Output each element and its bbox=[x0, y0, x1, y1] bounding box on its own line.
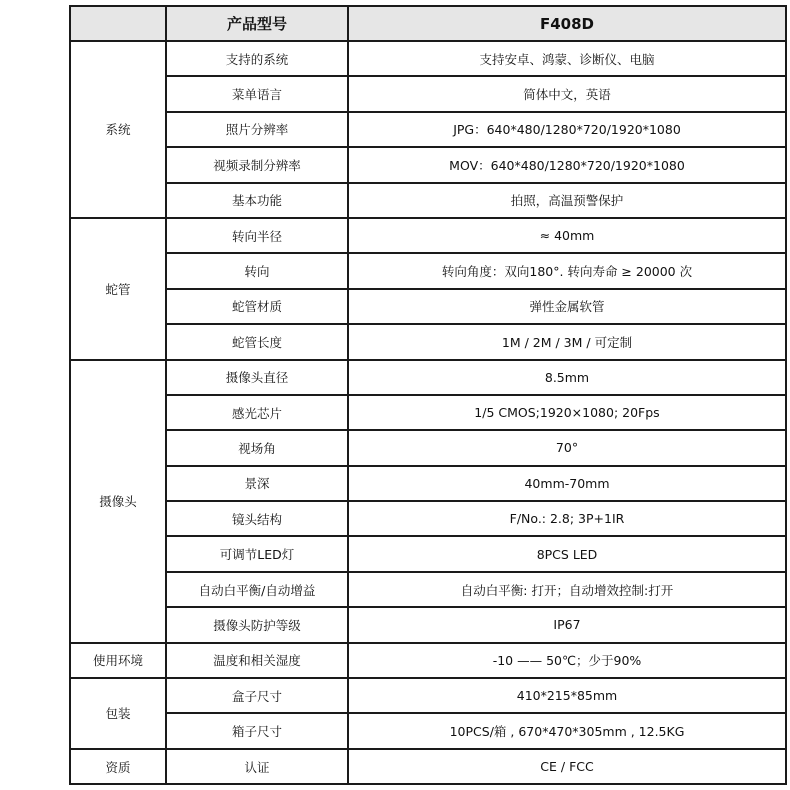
header-row bbox=[70, 6, 786, 41]
spec-value: 转向角度：双向180°. 转向寿命 ≥ 20000 次 bbox=[348, 253, 786, 288]
spec-label: 自动白平衡/自动增益 bbox=[166, 572, 348, 607]
spec-label: 照片分辨率 bbox=[166, 112, 348, 147]
spec-label: 蛇管长度 bbox=[166, 324, 348, 359]
spec-label: 视频录制分辨率 bbox=[166, 147, 348, 182]
table-row bbox=[70, 572, 786, 607]
spec-body bbox=[70, 41, 786, 784]
category-cell: 使用环境 bbox=[70, 643, 166, 678]
table-row bbox=[70, 607, 786, 642]
category-cell: 蛇管 bbox=[70, 218, 166, 360]
spec-value: 1/5 CMOS;1920×1080; 20Fps bbox=[348, 395, 786, 430]
spec-value: IP67 bbox=[348, 607, 786, 642]
header-label: 产品型号 bbox=[166, 6, 348, 41]
spec-label: 认证 bbox=[166, 749, 348, 784]
spec-label: 转向半径 bbox=[166, 218, 348, 253]
spec-label: 摄像头防护等级 bbox=[166, 607, 348, 642]
spec-value: MOV：640*480/1280*720/1920*1080 bbox=[348, 147, 786, 182]
spec-value: -10 —— 50℃；少于90% bbox=[348, 643, 786, 678]
header-model: F408D bbox=[348, 6, 786, 41]
spec-value: 弹性金属软管 bbox=[348, 289, 786, 324]
table-row bbox=[70, 289, 786, 324]
table-row bbox=[70, 147, 786, 182]
category-cell: 系统 bbox=[70, 41, 166, 218]
table-row bbox=[70, 218, 786, 253]
spec-label: 景深 bbox=[166, 466, 348, 501]
table-row bbox=[70, 76, 786, 111]
spec-label: 蛇管材质 bbox=[166, 289, 348, 324]
spec-value: ≈ 40mm bbox=[348, 218, 786, 253]
spec-label: 菜单语言 bbox=[166, 76, 348, 111]
table-row bbox=[70, 253, 786, 288]
table-row bbox=[70, 183, 786, 218]
spec-value: 支持安卓、鸿蒙、诊断仪、电脑 bbox=[348, 41, 786, 76]
spec-value: 8PCS LED bbox=[348, 536, 786, 571]
spec-label: 视场角 bbox=[166, 430, 348, 465]
table-row bbox=[70, 678, 786, 713]
spec-label: 可调节LED灯 bbox=[166, 536, 348, 571]
spec-value: 40mm-70mm bbox=[348, 466, 786, 501]
category-cell: 资质 bbox=[70, 749, 166, 784]
spec-value: 410*215*85mm bbox=[348, 678, 786, 713]
spec-value: 8.5mm bbox=[348, 360, 786, 395]
spec-value: 简体中文，英语 bbox=[348, 76, 786, 111]
spec-label: 基本功能 bbox=[166, 183, 348, 218]
header-empty-cell bbox=[70, 6, 166, 41]
table-row bbox=[70, 713, 786, 748]
spec-value: CE / FCC bbox=[348, 749, 786, 784]
table-row bbox=[70, 324, 786, 359]
table-row bbox=[70, 41, 786, 76]
category-cell: 摄像头 bbox=[70, 360, 166, 643]
table-row bbox=[70, 466, 786, 501]
table-row bbox=[70, 749, 786, 784]
spec-value: 70° bbox=[348, 430, 786, 465]
spec-table bbox=[69, 5, 787, 785]
table-row bbox=[70, 536, 786, 571]
table-row bbox=[70, 395, 786, 430]
spec-label: 支持的系统 bbox=[166, 41, 348, 76]
table-row bbox=[70, 430, 786, 465]
table-row bbox=[70, 112, 786, 147]
table-row bbox=[70, 501, 786, 536]
spec-label: 摄像头直径 bbox=[166, 360, 348, 395]
spec-value: JPG：640*480/1280*720/1920*1080 bbox=[348, 112, 786, 147]
spec-label: 转向 bbox=[166, 253, 348, 288]
spec-label: 箱子尺寸 bbox=[166, 713, 348, 748]
spec-label: 镜头结构 bbox=[166, 501, 348, 536]
spec-label: 盒子尺寸 bbox=[166, 678, 348, 713]
spec-value: 10PCS/箱 , 670*470*305mm , 12.5KG bbox=[348, 713, 786, 748]
table-row bbox=[70, 643, 786, 678]
table-row bbox=[70, 360, 786, 395]
spec-label: 温度和相关湿度 bbox=[166, 643, 348, 678]
spec-value: F/No.: 2.8; 3P+1IR bbox=[348, 501, 786, 536]
category-cell: 包装 bbox=[70, 678, 166, 749]
spec-label: 感光芯片 bbox=[166, 395, 348, 430]
spec-value: 自动白平衡: 打开；自动增效控制:打开 bbox=[348, 572, 786, 607]
spec-value: 1M / 2M / 3M / 可定制 bbox=[348, 324, 786, 359]
spec-value: 拍照，高温预警保护 bbox=[348, 183, 786, 218]
